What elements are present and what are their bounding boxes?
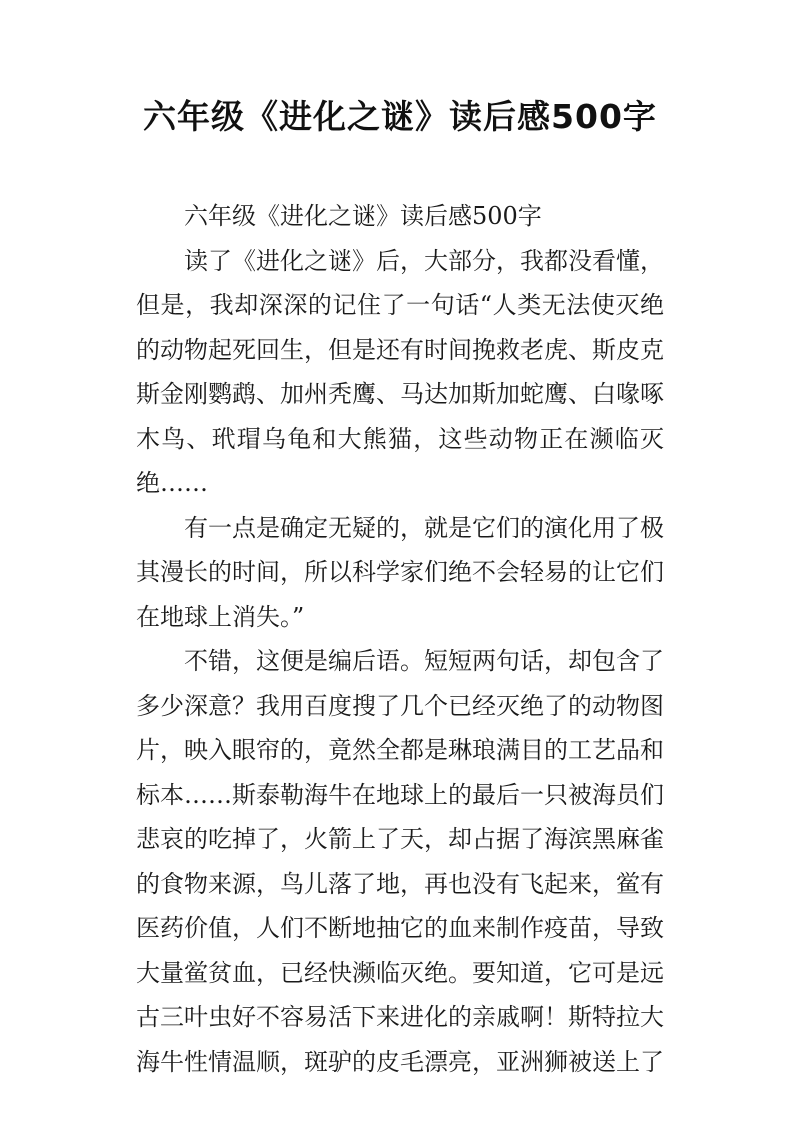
body-paragraph: 不错，这便是编后语。短短两句话，却包含了多少深意？我用百度搜了几个已经灭绝了的动物图片，映入眼帘的，竟然全都是琳琅满目的工艺品和标本……斯泰勒海牛在地球上的最后一只被海员们悲哀的吃掉了，火箭上了天，却占据了海滨黑麻雀的食物来源，鸟儿落了地，再也没有飞起来，鲎有医药价值，人们不断地抽它的血来制作疫苗，导致大量鲎贫血，已经快濒临灭绝。要知道，它可是远古三叶虫好不容易活下来进化的亲戚啊！斯特拉大海牛性情温顺，斑驴的皮毛漂亮，亚洲狮被送上了 bbox=[136, 647, 664, 1076]
body-paragraph: 读了《进化之谜》后，大部分，我都没看懂，但是，我却深深的记住了一句话“人类无法使灭绝的动物起死回生，但是还有时间挽救老虎、斯皮克斯金刚鹦鹉、加州秃鹰、马达加斯加蛇鹰、白喙啄木鸟、玳瑁乌龟和大熊猫，这些动物正在濒临灭绝…… bbox=[136, 246, 664, 497]
body-paragraph: 有一点是确定无疑的，就是它们的演化用了极其漫长的时间，所以科学家们绝不会轻易的让它们在地球上消失。” bbox=[136, 513, 664, 631]
body-paragraph-heading: 六年级《进化之谜》读后感500字 bbox=[184, 202, 542, 230]
document-body bbox=[136, 194, 664, 1084]
document-title: 六年级《进化之谜》读后感500字 bbox=[143, 97, 657, 136]
